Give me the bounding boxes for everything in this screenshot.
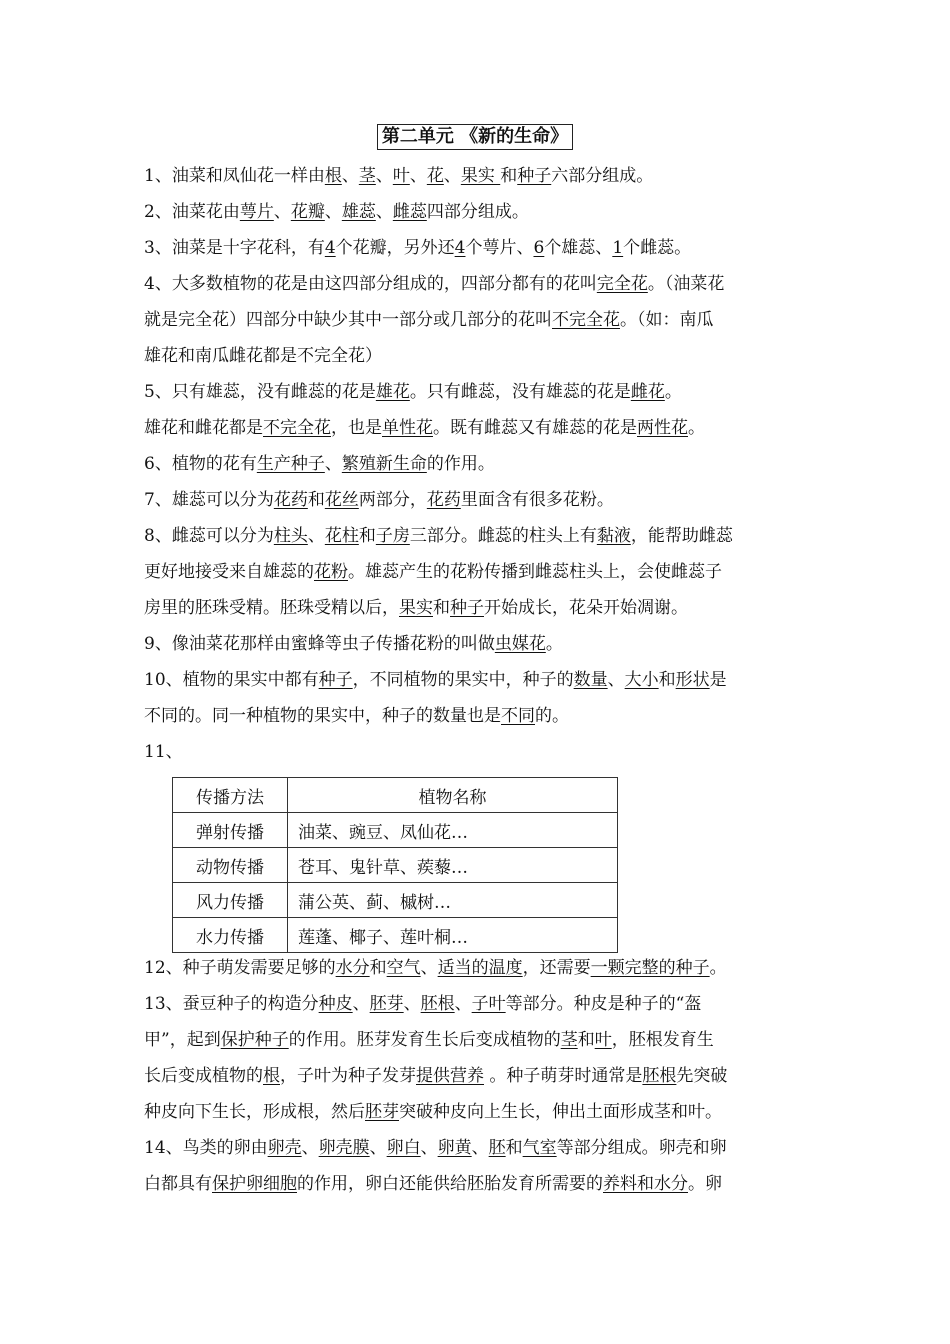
text-run: 、 (341, 166, 359, 186)
answer-blank: 大小 (624, 670, 659, 690)
table-header-method: 传播方法 (173, 778, 288, 813)
text-run: 。卵 (688, 1174, 722, 1194)
text-run: 和 (358, 526, 376, 546)
text-run: 、 (420, 958, 438, 978)
text-line (144, 950, 808, 986)
text-run: 个雌蕊。 (623, 238, 692, 258)
text-run: 。（如：南瓜 (620, 310, 714, 330)
text-line (144, 1058, 808, 1094)
answer-blank: 叶 (594, 1030, 612, 1050)
text-line (144, 590, 808, 626)
text-run: 。种子萌芽时通常是 (484, 1066, 643, 1086)
answer-blank: 卵壳膜 (318, 1138, 370, 1158)
text-line (144, 1130, 808, 1166)
answer-blank: 胚 (488, 1138, 506, 1158)
text-run: 是 (709, 670, 727, 690)
answer-blank: 适当的温度 (437, 958, 523, 978)
text-run: 5、只有雄蕊，没有雌蕊的花是 (144, 382, 376, 402)
table-cell-method: 水力传播 (173, 918, 288, 953)
text-run: 开始成长，花朵开始凋谢。 (484, 598, 688, 618)
table-row (173, 848, 618, 883)
answer-blank: 1 (612, 238, 624, 258)
answer-blank: 叶 (392, 166, 410, 186)
text-run: 10、植物的果实中都有 (144, 670, 319, 690)
text-run: 14、鸟类的卵由 (144, 1138, 268, 1158)
table-cell-plants: 油菜、豌豆、凤仙花… (288, 813, 618, 848)
answer-blank: 4 (324, 238, 336, 258)
answer-blank: 不完全花 (263, 418, 331, 438)
answer-blank: 种子 (318, 670, 353, 690)
text-run: 和 (658, 670, 676, 690)
text-run: 。 (709, 958, 727, 978)
text-run: 、 (403, 994, 421, 1014)
text-run: 3、油菜是十字花科，有 (144, 238, 325, 258)
text-run: 长后变成植物的 (144, 1066, 263, 1086)
text-run: 和 (433, 598, 450, 618)
text-line (144, 1022, 808, 1058)
table-header-plants: 植物名称 (288, 778, 618, 813)
text-line (144, 734, 808, 770)
answer-blank: 气室 (522, 1138, 557, 1158)
table-row (173, 918, 618, 953)
text-run: 7、雄蕊可以分为 (144, 490, 274, 510)
text-run: 和 (307, 490, 325, 510)
answer-blank: 茎 (560, 1030, 578, 1050)
answer-blank: 根 (263, 1066, 280, 1086)
answer-blank: 花药 (273, 490, 308, 510)
answer-blank: 卵壳 (267, 1138, 302, 1158)
text-run: 和 (500, 166, 518, 186)
text-run: 、 (409, 166, 427, 186)
answer-blank: 萼片 (239, 202, 274, 222)
text-line (144, 518, 808, 554)
seed-dispersal-table (172, 777, 618, 953)
text-run: 更好地接受来自雄蕊的 (144, 562, 314, 582)
text-run: 、 (307, 526, 325, 546)
answer-blank: 形状 (675, 670, 710, 690)
answer-blank: 保护种子 (220, 1030, 289, 1050)
text-run: 房里的胚珠受精。胚珠受精以后， (144, 598, 399, 618)
text-line (144, 482, 808, 518)
answer-blank: 胚根 (420, 994, 455, 1014)
answer-blank: 花 (426, 166, 444, 186)
answer-blank: 花丝 (324, 490, 359, 510)
text-run: 、 (352, 994, 370, 1014)
answer-blank: 雄蕊 (341, 202, 376, 222)
answer-blank: 柱头 (273, 526, 308, 546)
text-run: 和 (577, 1030, 595, 1050)
answer-blank: 养料和水分 (603, 1174, 688, 1194)
text-run: 种皮向下生长，形成根，然后 (144, 1102, 365, 1122)
text-run: 先突破 (676, 1066, 728, 1086)
text-run: 的作用，卵白还能供给胚胎发育所需要的 (297, 1174, 603, 1194)
text-run: 的作用。 (426, 454, 495, 474)
answer-blank: 保护卵细胞 (212, 1174, 297, 1194)
text-run: 个萼片、 (465, 238, 534, 258)
table-cell-plants: 莲蓬、椰子、莲叶桐… (288, 918, 618, 953)
text-run: 个花瓣，另外还 (335, 238, 455, 258)
answer-blank: 水分 (335, 958, 370, 978)
answer-blank: 6 (533, 238, 545, 258)
text-run: 。只有雌蕊，没有雄蕊的花是 (409, 382, 631, 402)
answer-blank: 根 (324, 166, 342, 186)
text-run: 、 (375, 166, 393, 186)
text-run: 2、油菜花由 (144, 202, 240, 222)
text-run: 、 (273, 202, 291, 222)
answer-blank: 卵黄 (437, 1138, 472, 1158)
answer-blank: 茎 (358, 166, 376, 186)
table-header-row (173, 778, 618, 813)
answer-blank: 子房 (375, 526, 410, 546)
text-line (144, 986, 808, 1022)
text-run: 、 (301, 1138, 319, 1158)
answer-blank: 花柱 (324, 526, 359, 546)
answer-blank: 雄花 (375, 382, 410, 402)
answer-blank: 两性花 (637, 418, 688, 438)
text-run: 雄花和南瓜雌花都是不完全花） (144, 346, 382, 366)
page-title: 第二单元 《新的生命》 (377, 124, 573, 150)
text-line (144, 1094, 808, 1130)
answer-blank: 一颗完整的种子 (590, 958, 710, 978)
text-run: ，不同植物的果实中，种子的 (352, 670, 574, 690)
answer-blank: 果实 (460, 166, 501, 186)
answer-blank: 不同 (501, 706, 535, 726)
text-run: 甲”，起到 (144, 1030, 221, 1050)
answer-blank: 虫媒花 (494, 634, 546, 654)
text-run: ，也是 (331, 418, 382, 438)
text-run: 8、雌蕊可以分为 (144, 526, 274, 546)
text-run: 的作用。胚芽发育生长后变成植物的 (288, 1030, 561, 1050)
text-run: 三部分。雌蕊的柱头上有 (409, 526, 597, 546)
text-run: 六部分组成。 (551, 166, 654, 186)
text-run: 1、油菜和凤仙花一样由 (144, 166, 325, 186)
text-line (144, 302, 808, 338)
text-run: 、 (454, 994, 472, 1014)
table-cell-plants: 苍耳、鬼针草、蒺藜… (288, 848, 618, 883)
text-run: 雄花和雌花都是 (144, 418, 263, 438)
text-line (144, 662, 808, 698)
answer-blank: 花粉 (314, 562, 348, 582)
text-line (144, 158, 808, 194)
text-run: ，能帮助雌蕊 (630, 526, 733, 546)
answer-blank: 不完全花 (552, 310, 620, 330)
text-run: 、 (420, 1138, 438, 1158)
answer-blank: 繁殖新生命 (341, 454, 427, 474)
text-run: 不同的。同一种植物的果实中，种子的数量也是 (144, 706, 501, 726)
text-run: 、 (443, 166, 461, 186)
answer-blank: 花药 (426, 490, 461, 510)
text-line (144, 554, 808, 590)
answer-blank: 卵白 (386, 1138, 421, 1158)
text-run: 。 (664, 382, 682, 402)
text-run: 、 (375, 202, 393, 222)
answer-blank: 子叶 (471, 994, 506, 1014)
answer-blank: 完全花 (596, 274, 648, 294)
answer-blank: 空气 (386, 958, 421, 978)
answer-blank: 果实 (399, 598, 433, 618)
table-cell-method: 弹射传播 (173, 813, 288, 848)
text-run: 、 (607, 670, 625, 690)
text-run: 突破种皮向上生长，伸出土面形成茎和叶。 (399, 1102, 722, 1122)
answer-blank: 种子 (450, 598, 484, 618)
text-run: 和 (505, 1138, 523, 1158)
text-run: 。 (545, 634, 563, 654)
text-line (144, 338, 808, 374)
text-run: 、 (471, 1138, 489, 1158)
text-run: 两部分， (358, 490, 427, 510)
text-line (144, 230, 808, 266)
answer-blank: 数量 (573, 670, 608, 690)
text-run: 、 (369, 1138, 387, 1158)
text-line (144, 374, 808, 410)
text-run: ，子叶为种子发芽 (280, 1066, 416, 1086)
answer-blank: 胚根 (642, 1066, 677, 1086)
text-run: 、 (324, 202, 342, 222)
title-wrapper (0, 124, 950, 150)
answer-blank: 种子 (517, 166, 552, 186)
table-row (173, 813, 618, 848)
answer-blank: 胚芽 (365, 1102, 399, 1122)
text-line (144, 410, 808, 446)
text-run: 12、种子萌发需要足够的 (144, 958, 336, 978)
text-run: 13、蚕豆种子的构造分 (144, 994, 319, 1014)
text-line (144, 194, 808, 230)
text-line (144, 446, 808, 482)
answer-blank: 单性花 (382, 418, 433, 438)
text-line (144, 1166, 808, 1202)
text-run: 11、 (144, 742, 183, 762)
answer-blank: 生产种子 (256, 454, 325, 474)
text-run: 、 (324, 454, 342, 474)
answer-blank: 4 (454, 238, 466, 258)
text-run: 6、植物的花有 (144, 454, 257, 474)
answer-blank: 雌蕊 (392, 202, 427, 222)
answer-blank: 黏液 (596, 526, 631, 546)
text-run: 和 (369, 958, 387, 978)
text-line (144, 626, 808, 662)
text-run: 9、像油菜花那样由蜜蜂等虫子传播花粉的叫做 (144, 634, 495, 654)
text-run: 。 (688, 418, 705, 438)
answer-blank: 种皮 (318, 994, 353, 1014)
answer-blank: 胚芽 (369, 994, 404, 1014)
text-line (144, 698, 808, 734)
text-run: 。既有雌蕊又有雄蕊的花是 (433, 418, 637, 438)
text-run: 就是完全花）四部分中缺少其中一部分或几部分的花叫 (144, 310, 552, 330)
table-cell-method: 风力传播 (173, 883, 288, 918)
text-run: ，胚根发育生 (611, 1030, 714, 1050)
text-run: 个雄蕊、 (544, 238, 613, 258)
answer-blank: 花瓣 (290, 202, 325, 222)
text-run: 四部分组成。 (426, 202, 529, 222)
text-run: 里面含有很多花粉。 (460, 490, 614, 510)
table-row (173, 883, 618, 918)
text-run: 4、大多数植物的花是由这四部分组成的，四部分都有的花叫 (144, 274, 597, 294)
text-run: ，还需要 (522, 958, 591, 978)
answer-blank: 雌花 (630, 382, 665, 402)
table-cell-method: 动物传播 (173, 848, 288, 883)
text-run: 。雄蕊产生的花粉传播到雌蕊柱头上，会使雌蕊子 (348, 562, 722, 582)
text-run: 等部分组成。卵壳和卵 (556, 1138, 727, 1158)
table-cell-plants: 蒲公英、蓟、槭树… (288, 883, 618, 918)
answer-blank: 提供营养 (416, 1066, 484, 1086)
text-line (144, 266, 808, 302)
text-run: 白都具有 (144, 1174, 212, 1194)
text-run: 。（油菜花 (647, 274, 725, 294)
text-run: 等部分。种皮是种子的“盔 (505, 994, 702, 1014)
text-run: 的。 (535, 706, 569, 726)
